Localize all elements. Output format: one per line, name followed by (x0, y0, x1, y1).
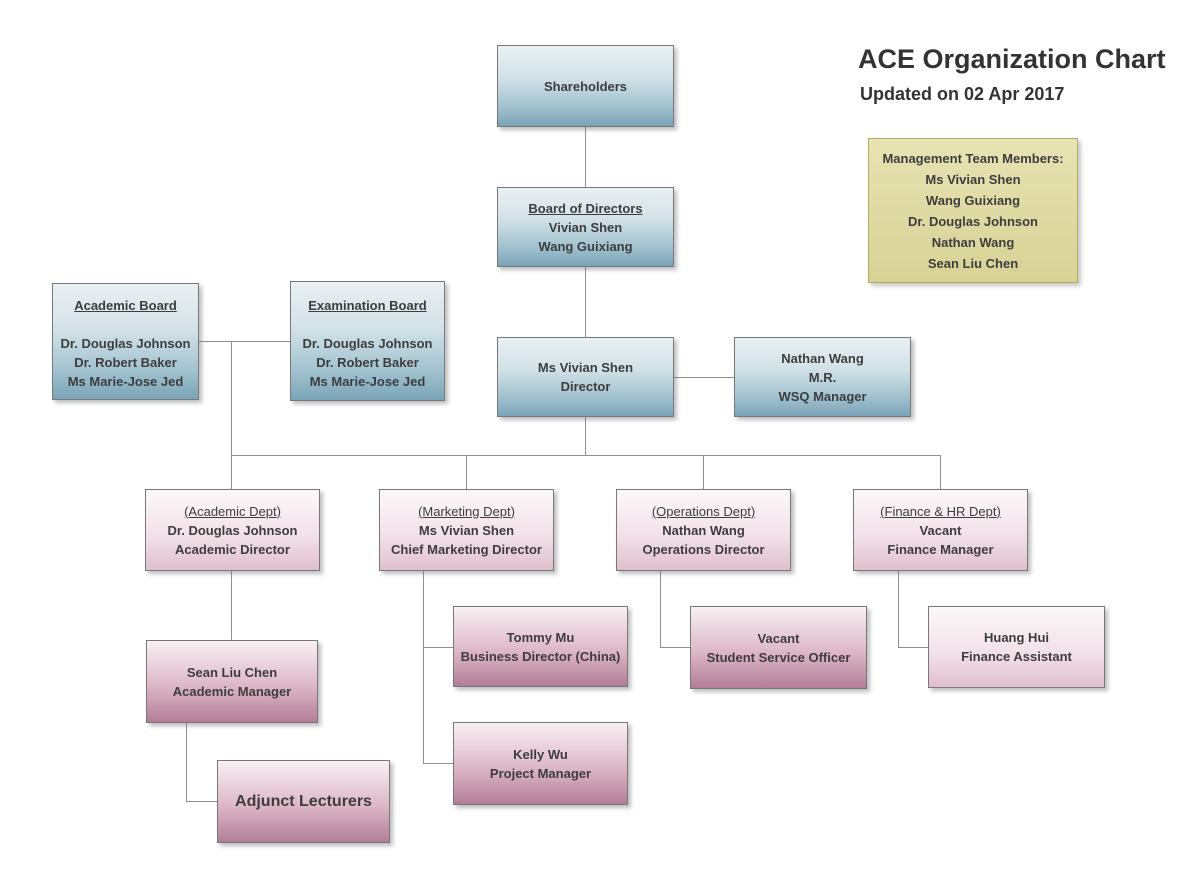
connector-line (585, 267, 586, 337)
node-line: Academic Director (175, 541, 290, 557)
node-line: Ms Vivian Shen (418, 522, 515, 538)
node-shareholders (497, 45, 674, 127)
node-line: Tommy Mu (506, 629, 575, 645)
node-line: Dr. Robert Baker (74, 355, 177, 370)
note-heading: Management Team Members: (882, 151, 1064, 166)
node-academic-dept (145, 489, 320, 571)
connector-line (423, 763, 453, 764)
note-member: Dr. Douglas Johnson (907, 214, 1038, 229)
node-finance-hr-dept (853, 489, 1028, 571)
node-line: Vacant (757, 630, 800, 646)
node-title: Academic Board (74, 298, 177, 313)
node-dept-title: (Marketing Dept) (418, 503, 515, 519)
node-line: Finance Assistant (961, 649, 1072, 664)
node-dept-title: (Academic Dept) (184, 503, 281, 519)
node-wsq-manager (734, 337, 911, 417)
connector-line (231, 341, 232, 489)
node-line: Chief Marketing Director (391, 541, 542, 557)
connector-line (898, 571, 899, 647)
node-line: Nathan Wang (662, 522, 745, 538)
chart-updated-date: Updated on 02 Apr 2017 (860, 84, 1065, 104)
node-line: Ms Marie-Jose Jed (67, 374, 184, 389)
node-line: Finance Manager (887, 541, 994, 557)
connector-line (199, 341, 290, 342)
node-line: Dr. Douglas Johnson (60, 336, 191, 351)
connector-line (186, 801, 217, 802)
connector-line (898, 647, 928, 648)
node-title: Examination Board (308, 298, 427, 313)
node-line: M.R. (808, 369, 837, 385)
connector-line (466, 455, 467, 489)
connector-line (674, 377, 734, 378)
node-line: Student Service Officer (706, 649, 851, 665)
connector-line (186, 723, 187, 801)
node-academic-manager (146, 640, 318, 723)
node-board-of-directors (497, 187, 674, 267)
node-dept-title: (Finance & HR Dept) (880, 503, 1001, 519)
connector-line (423, 647, 453, 648)
node-line: Project Manager (489, 765, 592, 781)
node-business-director (453, 606, 628, 687)
node-line: Huang Hui (984, 630, 1049, 645)
node-line: Business Director (China) (460, 648, 621, 664)
node-line: WSQ Manager (778, 388, 867, 404)
connector-line (660, 647, 690, 648)
note-member: Wang Guixiang (925, 193, 1021, 208)
node-academic-board (52, 283, 199, 400)
connector-line (231, 571, 232, 640)
node-line: Director (560, 379, 611, 394)
node-line: Wang Guixiang (538, 238, 633, 254)
node-line: Adjunct Lecturers (235, 793, 372, 810)
connector-line (703, 455, 704, 489)
node-title: Board of Directors (528, 200, 643, 216)
node-line: Kelly Wu (513, 746, 568, 762)
node-line: Operations Director (642, 541, 765, 557)
node-line: Ms Vivian Shen (537, 360, 634, 375)
node-marketing-dept (379, 489, 554, 571)
connector-line (585, 417, 586, 455)
connector-line (585, 127, 586, 187)
node-line: Dr. Douglas Johnson (302, 336, 433, 351)
node-line: Dr. Douglas Johnson (167, 522, 298, 538)
node-line: Vacant (919, 522, 962, 538)
node-examination-board (290, 281, 445, 401)
connector-line (940, 455, 941, 489)
node-project-manager (453, 722, 628, 805)
node-label: Shareholders (543, 78, 628, 94)
node-finance-assistant (928, 606, 1105, 688)
node-line: Ms Marie-Jose Jed (309, 374, 426, 389)
node-line: Dr. Robert Baker (316, 355, 419, 370)
note-member: Nathan Wang (931, 235, 1015, 250)
chart-title: ACE Organization Chart (858, 44, 1166, 74)
management-team-note (868, 138, 1078, 283)
node-dept-title: (Operations Dept) (651, 503, 756, 519)
note-member: Sean Liu Chen (927, 256, 1019, 271)
node-line: Nathan Wang (781, 350, 864, 366)
node-line: Sean Liu Chen (186, 664, 278, 680)
node-line: Vivian Shen (548, 219, 623, 235)
node-operations-dept (616, 489, 791, 571)
connector-line (660, 571, 661, 647)
connector-line (423, 571, 424, 763)
node-student-service-officer (690, 606, 867, 689)
node-line: Academic Manager (172, 683, 292, 699)
note-member: Ms Vivian Shen (925, 172, 1021, 187)
node-adjunct-lecturers (217, 760, 390, 843)
node-director (497, 337, 674, 417)
connector-line (231, 455, 940, 456)
